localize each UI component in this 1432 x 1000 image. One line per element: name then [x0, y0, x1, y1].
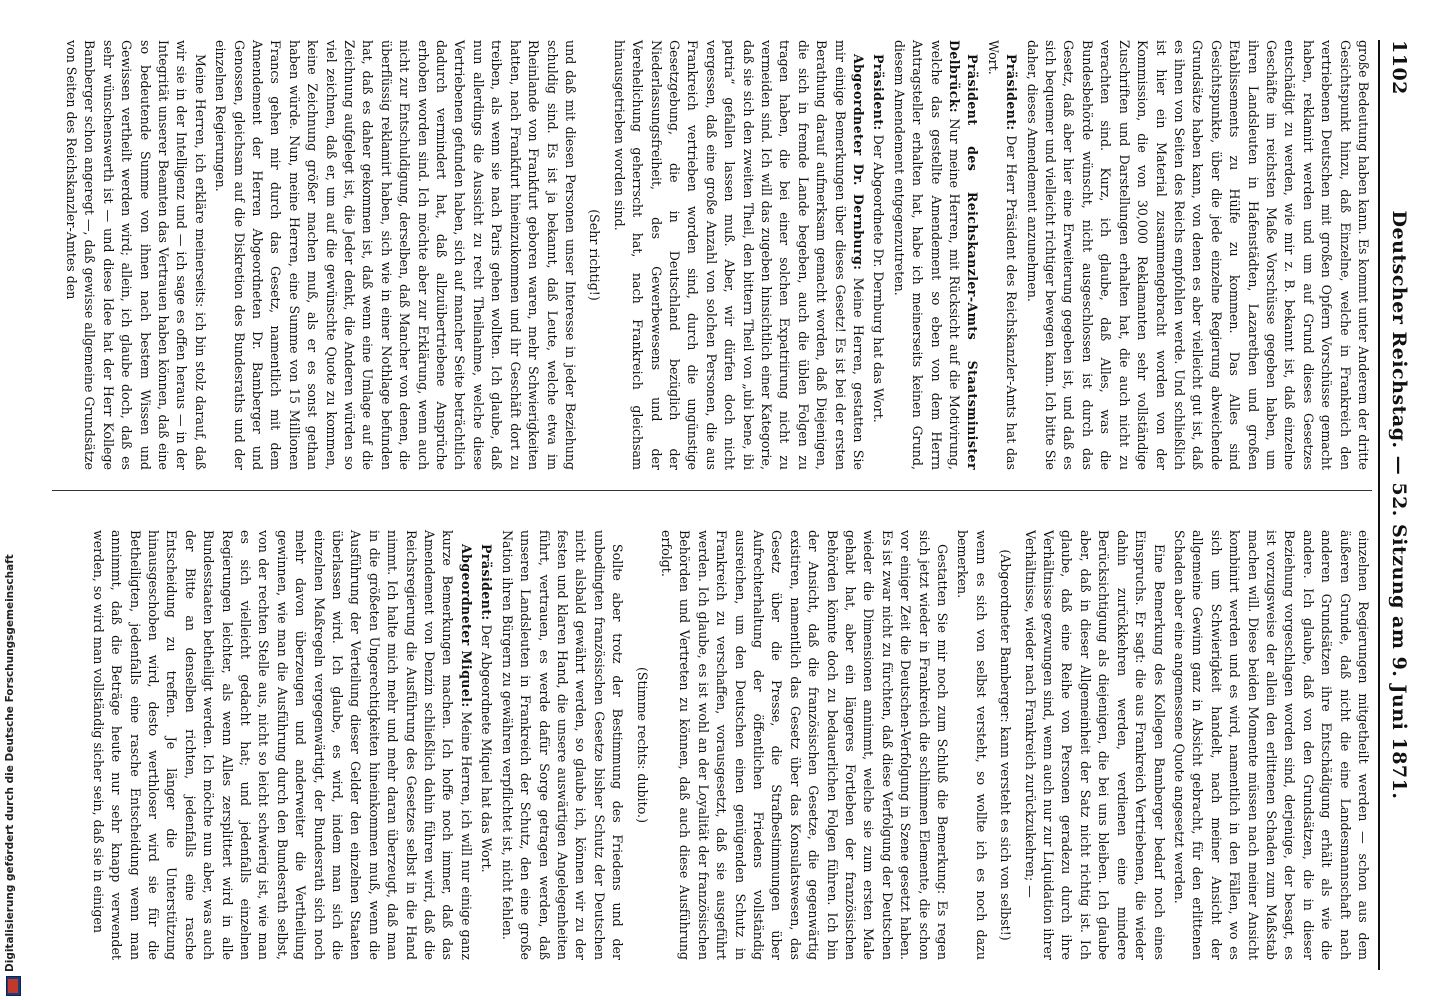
speech-text: Meine Herren, gestatten Sie mir einige Bemerkungen über dieses Gesetz! Es ist bei der ersten Berathung darauf aufmerksam gemacht worden, daß Diejenigen, die sich in fremde Lande begeben, auch die üblen Folgen zu tragen haben, die bei einer solchen Expatriirung nicht zu vermeiden sind. Ich will das zugeben hinsichtlich einer Kategorie, daß sie sich den zweiten Theil, den bittern Theil von „ubi bene, ibi patria“ gefallen lassen muß. Aber, wir dürfen doch nicht vergessen, daß eine große Anzahl von solchen Personen, die aus Frankreich vertrieben worden sind, durch die ungünstige Gesetzgebung, die in Deutschland bezüglich der Niederlassungsfreiheit, des Gewerbewesens und der Verehelichung geherrscht hat, nach Frankreich gleichsam hinausgetrieben worden sind.: [611, 40, 867, 470]
right-column: [86, 530, 1372, 960]
header-rule: [1378, 40, 1380, 970]
paragraph: wenn es sich von selbst versteht, so wollte ich es noch dazu bemerken.: [955, 530, 989, 960]
paragraph: und daß mit diesen Personen unser Interesse in jeder Beziehung schuldig sind. Es ist ja bekannt, daß Leute, welche etwa im Rheinlande von Frankfurt geboren waren, mehr Schwierigkeiten hatten, nach Frankfurt hineinzukommen und ihr Geschäft dort zu treiben, als wenn sie nach Paris gehen wollten. Ich glaube, daß nun allerdings die Aussicht zu recht Theilnahme, welche diese Vertriebenen gefunden haben, sich auf mancher Seite beträchtlich dadurch vermindert hat, daß allzuübertriebene Ansprüche erhoben worden sind. Ich möchte aber zur Erklärung, wenn auch nicht zur Entschuldigung, derselben, daß Mancher von denen, die überflüssig reklamirt haben, sich wie in einer Nothlage befunden hat, daß es daher gekommen ist, daß wenn eine Umlage auf die Zeichnung aufgelegt ist, die Jeder denkt, die Anderen würden so viel zeichnen, daß er, um auf die gewünschte Quote zu kommen, keine Zeichnung größer machen muß, als er es sonst gethan haben würde. Nun, meine Herren, eine Summe von 15 Millionen Francs gehen mir durch das Gesetz, namentlich mit dem Amendement der Herren Abgeordneten Dr. Bamberger und Genossen, gleichsam auf die Diskretion des Bundesraths und der einzelnen Regierungen.: [213, 40, 578, 470]
paragraph: einzelnen Regierungen mitgetheilt werden — schon aus dem äußeren Grunde, daß nicht die eine Landesmannschaft nach anderen Grundsätzen ihre Entschädigung erhält als wie die andere. Ich glaube, daß von den Grundsätzen, die in dieser Beziehung vorgeschlagen worden sind, derjenige, der besagt, es ist vorzugsweise der allein den erlittenen Schaden zum Maßstab machen will. Diese beiden Momente müssen nach meiner Ansicht kombinirt werden und es wird, namentlich in den Fällen, wo es sich um Schwierigkeit handelt, nach meiner Ansicht der allgemeine Gewinn ganz in Absicht gebracht, für den erlittenen Schaden aber eine angemessene Quote angesetzt werden.: [1171, 530, 1371, 960]
paragraph: Eine Bemerkung des Kollegen Bamberger bedarf noch eines Einspruchs. Er sagt: die aus Frankreich Vertriebenen, die wieder dahin zurückkehren werden, verdienen eine mindere Berücksichtigung als diejenigen, die bei uns bleiben. Ich glaube aber, daß in dieser Allgemeinheit der Satz nicht richtig ist. Ich glaube, daß eine Reihe von Personen geradezu durch ihre Verhältnisse gezwungen sind, wenn auch nur zur Liquidation ihrer Verhältnisse, wieder nach Frankreich zurückzukehren; —: [1022, 530, 1167, 960]
paragraph: [869, 40, 887, 470]
speech-text: Der Herr Präsident des Reichskanzler-Amts hat das Wort.: [985, 40, 1020, 470]
running-title: Deutscher Reichstag. — 52. Sitzung am 9. Juni 1871.: [1388, 210, 1410, 800]
paragraph: [983, 40, 1020, 470]
page-header: [1380, 40, 1410, 970]
paragraph: Sollte aber trotz der Bestimmung des Friedens und der unbedingten französischen Gesetze bisher Schutz der Deutschen nicht alsbald gewährt werden, so glaube ich, können wir zu der festen und klaren Hand, die unsere auswärtigen Angelegenheiten führt, vertrauen, es werde dafür Sorge getragen werden, daß unseren Landsleuten in Frankreich der Schutz, den eine große Nation ihren Bürgern zu gewähren verpflichtet ist, nicht fehlen.: [499, 530, 626, 960]
interjection: (Stimme rechts: dubito.): [634, 667, 650, 823]
speech-text: Der Abgeordnete Miquel hat das Wort.: [479, 624, 495, 873]
paragraph: [889, 40, 981, 470]
interjection: (Sehr richtig!): [587, 209, 603, 301]
speech-text: Nur meine Herren, mit Rücksicht auf die Motivirung, welche das gestellte Amendement so eben von dem Herrn Antragsteller erhalten hat, habe ich meinerseits keinen Grund, diesem Amendement entgegenzutreten.: [891, 40, 963, 470]
speaker-name: Präsident des Reichskanzler-Amts Staatsminister Delbrück:: [947, 40, 981, 470]
page-number: 1102: [1388, 40, 1410, 95]
speech-text: Der Abgeordnete Dr. Dernburg hat das Wort.: [871, 134, 887, 423]
speaker-name: Abgeordneter Miquel:: [458, 544, 474, 708]
dfg-logo-icon: [6, 976, 21, 996]
digitization-credit: [4, 554, 20, 996]
paragraph: [88, 530, 475, 960]
speaker-name: Präsident:: [1004, 54, 1020, 131]
speech-text: Meine Herren, ich will nur einige ganz kurze Bemerkungen machen. Ich hoffe noch immer, daß das Amendement von Denzin schließlich dahin führen wird, daß die Reichsregierung die Ausführung des Gesetzes selbst in die Hand nimmt. Ich halte mich mehr und mehr daran überzeugt, daß man in die größeten Ungerechtigkeiten hineinkommen muß, wenn die Ausführung der Verteilung dieser Gelder den einzelnen Staaten überlassen wird. Ich glaube, es wird, indem man sich die einzelnen Maßregeln vergegenwärtigt, der Bundesrath sich noch mehr davon überzeugen und anderweiter die Vertheilung gewinnen, wie man die Ausführung durch den Bundesrath selbst, von der rechten Stelle aus, nicht so leicht schwierig ist, wie man es sich vielleicht gedacht hat; und jedenfalls einzelnen Regierungen leichter, als wenn Alles zersplittert wird in alle Bundesstaaten betheiligt werden. Ich möchte nun aber, was auch der Bitte an denselben richten, jedenfalls eine rasche Entscheidung zu treffen. Je länger die Unterstützung hinausgeschoben wird, desto werthloser wird sie für die Betheiligten, jedenfalls eine rasche Entscheidung wenn man annimmt, daß die Beträge heute nur sehr knapp verwendet werden, so wird man vollständig sicher sein, daß sie in einigen: [90, 530, 474, 960]
paragraph: Meine Herren, ich erkläre meinerseits: ich bin stolz darauf, daß wir sie in der Intelligenz und — ich sage es offen heraus — in der Integrität unserer Beamten das Vertrauen haben können, daß eine so bedeutende Summe von ihnen nach bestem Wissen und Gewissen vertheilt werden wird; allein, ich glaube doch, daß es sehr wünschenswerth ist — und diese Idee hat der Herr Kollege Bamberger schon angeregt —, daß gewisse allgemeine Grundsätze von Seiten des Reichskanzler-Amtes den: [63, 40, 208, 470]
paragraph: [477, 530, 495, 960]
paragraph: Gestatten Sie mir noch zum Schluß die Bemerkung: Es regen sich jetzt wieder in Frankreich die schlimmen Elemente, die schon vor einiger Zeit die Deutschen-Verfolgung in Szene gesetzt haben. Es ist zwar nicht zu fürchten, daß diese Verfolgung der Deutschen wieder die Dimensionen annimmt, welche sie zum ersten Male gehabt hat, aber ein längeres Fortleben der französischen Behörden könnte doch zu bedauerlichen Folgen führen. Ich bin der Ansicht, daß die französischen Gesetze, die gegenwärtig existiren, namentlich das Gesetz über das Konsulatswesen, das Gesetz über die Presse, die Strafbestimmungen über Aufrechterhaltung der öffentlichen Friedens vollständig ausreichen, um den Deutschen einen genügenden Schutz in Frankreich zu verschaffen, vorausgesetzt, daß sie ausgeführt werden. Ich glaube, es ist wohl an der Loyalität der französischen Behörden und Vertreten zu können, daß auch diese Ausführung erfolgt.: [658, 530, 951, 960]
speaker-name: Präsident:: [871, 54, 887, 131]
credit-text: Digitalisierung gefördert durch die Deutsche Forschungsgemeinschaft: [4, 554, 16, 972]
speaker-name: Präsident:: [479, 544, 495, 621]
paragraph: große Bedeutung haben kann. Es kommt unter Anderem der dritte Gesichtspunkt hinzu, daß Einzelne, welche in Frankreich den vertriebenen Deutschen mit großen Opfern Vorschüsse gemacht haben, reklamirt werden und um auf Grund dieses Gesetzes entschädigt zu werden, wie mir z. B. bekannt ist, daß einzelne Geschäfte im reichsten Maße Vorschüsse gegeben haben, um ihren Landsleuten in Hafenstädten, Lazarethen und großen Etablissements zu Hülfe zu kommen. Das Alles sind Gesichtspunkte, über die jede einzelne Regierung abweichende Grundsätze haben kann, von denen es aber vielleicht gut ist, daß es ihnen von Seiten des Reichs empfohlen werde. Und schließlich ist hier ein Material zusammengebracht worden von der Kommission, die von 30,000 Reklamanten sehr vollständige Zuschriften und Darstellungen erhalten hat, die auch nicht zu verachten sind. Kurz, ich glaube, daß Alles, was die Bundesbehörde wünscht, nicht ausgeschlossen ist durch das Gesetz, daß aber hier eine Erweiterung gegeben ist, und daß es sich bequemer und vielleicht richtiger bewegen kann. Ich bitte Sie daher, dieses Amendement anzunehmen.: [1024, 40, 1371, 470]
speaker-name: Abgeordneter Dr. Dernburg:: [851, 54, 867, 271]
interjection: (Abgeordneter Bamberger: kann versteht es sich von selbst!): [998, 549, 1014, 941]
left-column: [60, 40, 1372, 470]
column-divider: [52, 490, 1372, 491]
paragraph: [609, 40, 867, 470]
